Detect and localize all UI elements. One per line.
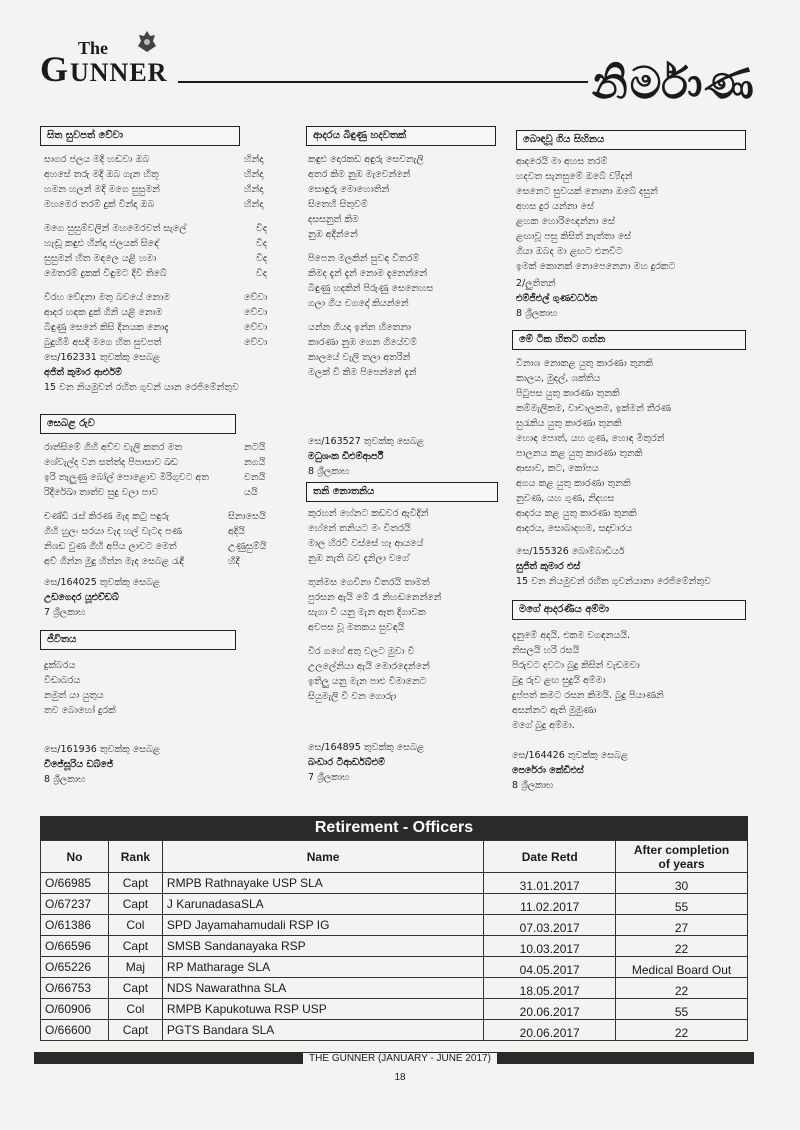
poem-body xyxy=(44,440,276,569)
table-row xyxy=(41,873,748,894)
table-header-row xyxy=(41,841,748,873)
verse-line: ඉරි තැලුණු බෝල් පොළොව මිරිගුවට අත වනයි xyxy=(44,472,266,483)
credit-number: සෙ/164895 තුවක්කු සෙබළ xyxy=(308,742,425,753)
verse-line: අගය කළ යුතු කාරණා තුනකි xyxy=(516,478,631,489)
credit-number: සෙ/161936 තුවක්කු සෙබළ xyxy=(44,744,161,755)
verse-line: සාගර ජලය මදි හඬවා ඔබ හින්දා xyxy=(44,154,264,165)
verse-line: ශේවැල්ද වන සත්ත්ද පිපාසාව ඛඩ නගයි xyxy=(44,457,266,468)
poem-body xyxy=(44,658,276,718)
verse-line: දුප්පත් කමට රසන කිමයි. බුදු පියාණනි xyxy=(512,690,664,701)
verse-line: මගෙ සුසුම්වලින් මහමෙරවත් සැලේ විද xyxy=(44,223,268,234)
cell-no: O/66600 xyxy=(41,1020,109,1041)
poem-title: සිත සුවපත් වේවා xyxy=(40,126,240,146)
cell-date: 10.03.2017 xyxy=(484,936,616,957)
cell-no: O/66985 xyxy=(41,873,109,894)
verse-line: අහස දුර යන්නා සේ xyxy=(516,201,594,212)
verse-line: මගේ බුදු අම්මා. xyxy=(512,720,575,731)
verse-line: විරහ වේදනා මතු බවයේ නොම වේවා xyxy=(44,292,268,303)
poem-title: මේ ටික හිතට ගන්න xyxy=(512,330,746,350)
verse-line: ගලා ගිය වගදෝ කියන්නේ xyxy=(308,298,409,309)
poem-body xyxy=(512,628,752,733)
cell-no: O/60906 xyxy=(41,999,109,1020)
verse-line: විනාශ නොකළ යුතු කාරණා තුනකි xyxy=(516,358,653,369)
credit-unit: 8 ශ්‍රීලකාභ xyxy=(512,780,554,791)
verse-line: නිශඩ වුණ ගිහි අපිය ලාවට මෙත් උණුසුම්යි xyxy=(44,541,267,552)
section-title: නිර්මාණ xyxy=(592,58,756,109)
verse-line: ළඟාවූ පසු කිසිත් නැත්තා සේ xyxy=(516,231,632,242)
table-row xyxy=(41,915,748,936)
verse-line: කඳුළු දොරකඩ අඳුරු සෙවනැලි xyxy=(308,154,424,165)
verse-line: විඩාබරය xyxy=(44,675,81,686)
cell-no: O/67237 xyxy=(41,894,109,915)
poem-credit xyxy=(512,748,748,793)
verse-line: වීර ගහේ අතු වලට මුවා වී xyxy=(308,646,415,657)
credit-unit: 7 ශ්‍රීලකාභ xyxy=(308,772,350,783)
poem-credit xyxy=(308,434,508,479)
credit-number: සෙ/164025 තුවක්කු සෙබළ xyxy=(44,577,161,588)
logo-g: G xyxy=(40,49,69,89)
cell-years: 55 xyxy=(616,999,748,1020)
poem-body xyxy=(516,154,752,274)
cell-rank: Capt xyxy=(108,1020,162,1041)
cell-years: Medical Board Out xyxy=(616,957,748,978)
verse-line: තව බොහෝ දුරක් xyxy=(44,705,116,716)
credit-name: එම්ජීඑල් ගුණවර්ධන xyxy=(516,293,598,304)
cell-no: O/66753 xyxy=(41,978,109,999)
cell-years: 30 xyxy=(616,873,748,894)
verse-line: මලක් වී කිම පිපෙන්නේ දැන් xyxy=(308,367,417,378)
credit-number: 2/ලුතිතන් xyxy=(516,278,556,289)
cell-no: O/66596 xyxy=(41,936,109,957)
verse-line: ඉතිලු යනු මැන පාළු විමානෙට xyxy=(308,676,427,687)
verse-line: සිතෙහි සිතුවම් xyxy=(308,199,368,210)
verse-line: පුරසන ඇයි මේ රෑ නිහඬනෙන්නේ xyxy=(308,592,442,603)
credit-unit: 8 ශ්‍රීලකාභ xyxy=(44,774,86,785)
verse-line: පිරුවට දවටා බුදු කිසින් වැඩමවා xyxy=(512,660,640,671)
verse-line: දසසනුත් කිම xyxy=(308,214,359,225)
verse-line: සැගා වී යනු මැන ඈත දිගාවක xyxy=(308,607,426,618)
retirement-table xyxy=(40,840,748,1041)
poem-body xyxy=(44,152,276,350)
cell-rank: Col xyxy=(108,999,162,1020)
verse-line: ආදරෙයි මා අහස තරම් xyxy=(516,156,608,167)
verse-line: නුඹ නැති බව දැනිලා වගේ xyxy=(308,553,409,564)
credit-name: පෙරේරා කේඩීඑස් xyxy=(512,765,584,776)
poem-body xyxy=(308,506,508,704)
cell-name: RP Matharage SLA xyxy=(162,957,483,978)
poem-title: සෙබළ රුව xyxy=(40,414,236,434)
cell-years: 22 xyxy=(616,978,748,999)
verse-line: නමුත් යා යුතුය xyxy=(44,690,104,701)
verse-line: කුරහන් හේනට කඩවර ඇවිදින් xyxy=(308,508,429,519)
table-row xyxy=(41,999,748,1020)
verse-line: අතර කිම නුඹ මැවෙන්නේ xyxy=(308,169,411,180)
verse-line: ළහක හොරිඥෙන්නා සේ xyxy=(516,216,615,227)
verse-line: සුරැකිය යුතු කාරණා තුනකි xyxy=(516,418,622,429)
verse-line: මෙතරම් දුකක් විඳුමට දිවි තිබේ විද xyxy=(44,268,268,279)
verse-line: ඉමක් කොනක් නොපෙනෙනා මහ දුරකට xyxy=(516,261,676,272)
credit-name: සුජිත් කුමාර එස් xyxy=(516,561,581,572)
verse-line: බිඳුණු සෙනේ කිසි දිනයක නොදැ වේවා xyxy=(44,322,268,333)
poem-body xyxy=(516,356,752,536)
poem-title: බොඳවූ ගිය සිහිනය xyxy=(516,130,746,150)
credit-unit: 8 ශ්‍රීලකාභ xyxy=(516,308,558,319)
verse-line: පාලනය කළ යුතු කාරණා තුනකි xyxy=(516,448,643,459)
cell-rank: Capt xyxy=(108,873,162,894)
verse-line: නුඹ අදින්නේ xyxy=(308,229,358,240)
cell-years: 55 xyxy=(616,894,748,915)
table-row xyxy=(41,957,748,978)
verse-line: උලලේනියා ඇයි මොරදෙන්නේ xyxy=(308,661,430,672)
verse-line: බුදු රුව ළඟ සුදුයි අම්මා xyxy=(512,675,606,686)
header-rule xyxy=(178,81,588,83)
verse-line: මහමෙර තරම් දුක් වින්දා ඔබ හින්දා xyxy=(44,199,264,210)
verse-line: නුවණ, යහ ගුණ, නිදහස xyxy=(516,493,615,504)
cell-years: 22 xyxy=(616,936,748,957)
table-row xyxy=(41,1020,748,1041)
cell-date: 07.03.2017 xyxy=(484,915,616,936)
verse-line: කම්මැලිකම, වාචාලකම, ඉක්මන් තීරණ xyxy=(516,403,671,414)
cell-name: RMPB Kapukotuwa RSP USP xyxy=(162,999,483,1020)
footer-publication: THE GUNNER (JANUARY - JUNE 2017) xyxy=(0,1053,800,1064)
cell-years: 27 xyxy=(616,915,748,936)
crest-icon xyxy=(136,30,158,54)
cell-name: SMSB Sandanayaka RSP xyxy=(162,936,483,957)
verse-line: ආදරය කළ යුතු කාරණා තුනකි xyxy=(516,508,637,519)
verse-line: චණ්ඩි රැස් කිරණ මැද කටු පඳුරු සිනාසෙයි xyxy=(44,511,266,522)
verse-line: කාරණා නුඹ ගෙන ගියේවම් xyxy=(308,337,417,348)
cell-rank: Capt xyxy=(108,894,162,915)
verse-line: කාලය, මුදල්, ශක්තිය xyxy=(516,373,601,384)
verse-line: මාල හිරවී වස්සේ හෑ ආයයේ xyxy=(308,538,424,549)
verse-line: ආසාව, කට, කෝපය xyxy=(516,463,599,474)
cell-date: 20.06.2017 xyxy=(484,1020,616,1041)
poem-body xyxy=(308,152,508,380)
poem-credit xyxy=(44,742,284,787)
credit-number: සෙ/162331 තුවක්කු සෙබළ xyxy=(44,352,161,363)
credit-number: සෙ/155326 බොම්බාඩියර් xyxy=(516,546,625,557)
verse-line: අහසේ තරු මදි ඔබ ගැන හිතූ හින්දා xyxy=(44,169,264,180)
cell-name: NDS Nawarathna SLA xyxy=(162,978,483,999)
page-number: 18 xyxy=(394,1072,406,1083)
poem-credit xyxy=(516,276,752,321)
cell-name: RMPB Rathnayake USP SLA xyxy=(162,873,483,894)
verse-line: අසන්නට ඇති මුමුණා xyxy=(512,705,597,716)
verse-line: ගිහි හුලං සරයා වැද හල් වැටද පණ අදියි xyxy=(44,526,245,537)
cell-date: 11.02.2017 xyxy=(484,894,616,915)
cell-date: 31.01.2017 xyxy=(484,873,616,894)
credit-unit: 7 ශ්‍රීලකාභ xyxy=(44,607,86,618)
verse-line: කිමද දැන් දැන් නොම දැනෙන්නේ xyxy=(308,268,428,279)
verse-line: සෙනෙට සුවයක් නොනා ඔබේ දසුන් xyxy=(516,186,658,197)
cell-name: PGTS Bandara SLA xyxy=(162,1020,483,1041)
credit-name: උඩගෙදර යූඑච්ඩබ් xyxy=(44,592,119,603)
cell-name: SPD Jayamahamudali RSP IG xyxy=(162,915,483,936)
logo-unner: UNNER xyxy=(70,58,168,87)
cell-rank: Capt xyxy=(108,978,162,999)
verse-line: යන්න ගියදා ඉන්න හිතෙනා xyxy=(308,322,412,333)
credit-name: විජේසූරිය ඩබ්ජේ xyxy=(44,759,114,770)
verse-line: තුන්මස ගෙවිනා විතරයි තාමත් xyxy=(308,577,430,588)
cell-no: O/61386 xyxy=(41,915,109,936)
cell-rank: Col xyxy=(108,915,162,936)
cell-no: O/65226 xyxy=(41,957,109,978)
col-header-rank: Rank xyxy=(108,841,162,873)
col-header-after: After completion of years xyxy=(616,841,748,873)
credit-unit: 8 ශ්‍රීලකාභ xyxy=(308,466,350,477)
verse-line: කාලයේ වැලි තලා අතරින් xyxy=(308,352,411,363)
verse-line: හේනේ තනියට මං විතරයි xyxy=(308,523,411,534)
verse-line: හොඳ පොත්, යහ ගුණ, හොඳ මිතුරන් xyxy=(516,433,665,444)
verse-line: සුසුමන් හිත මඳලෙ යළි හමා විද xyxy=(44,253,268,264)
cell-years: 22 xyxy=(616,1020,748,1041)
verse-line: සියුමැලි වී වන ගොරුා xyxy=(308,691,397,702)
col-header-name: Name xyxy=(162,841,483,873)
verse-line: හමන හලන් මදි මගෙ සුසුමන් හින්දා xyxy=(44,184,264,195)
verse-line: පිටුපස යුතු කාරණා තුනකි xyxy=(516,388,620,399)
verse-line: ගියා ඔබද මා ළඟට එනවිට xyxy=(516,246,623,257)
verse-line: දැනුමේ අදයි. එකම වගඳනයයි. xyxy=(512,630,631,641)
verse-line: සොඳුරු මොහොතින් xyxy=(308,184,390,195)
verse-line: රාත්සිමේ ගිහි අව්ව වැලි කතර මත නටයි xyxy=(44,442,266,453)
cell-date: 18.05.2017 xyxy=(484,978,616,999)
table-row xyxy=(41,894,748,915)
poem-title: ආදරය බිඳුණු හදවතක් xyxy=(306,126,496,146)
retirement-banner: Retirement - Officers xyxy=(40,816,748,840)
verse-line: අවපස වූ මතකය සුවඳයි xyxy=(308,622,405,633)
verse-line: පිපෙන මලකින් සුවඳ විතරම් xyxy=(308,253,420,264)
poem-title: මගේ ආදරණීය අම්මා xyxy=(512,600,746,620)
verse-line: දුක්බරය xyxy=(44,660,76,671)
credit-name: අජිත් කුමාර ආර්එම් xyxy=(44,367,122,378)
verse-line: ආදර හඳක දුක් ගිනි යළි නොම වේවා xyxy=(44,307,268,318)
verse-line: හැඬූ කඳුළු හින්දා ජලයක් සිඳේ විද xyxy=(44,238,268,249)
verse-line: නිසලයි හරි රසයි xyxy=(512,645,580,656)
verse-line: බිඳුණු හදකින් පිරුණු සෙනෙහස xyxy=(308,283,434,294)
cell-date: 20.06.2017 xyxy=(484,999,616,1020)
poem-credit xyxy=(44,575,284,620)
cell-rank: Capt xyxy=(108,936,162,957)
cell-rank: Maj xyxy=(108,957,162,978)
credit-name: මධුශංක ඩීඑම්ආර්පී xyxy=(308,451,384,462)
credit-name: බංඩාර ටීආර්ඩබ්එම් xyxy=(308,757,385,768)
verse-line: බුදුහිමි අසදි මගෙ හිත සුවපත් වේවා xyxy=(44,337,268,348)
col-header-no: No xyxy=(41,841,109,873)
verse-line: ආදරය, සොබාදහම, සදාචාරය xyxy=(516,523,633,534)
verse-line: අව් ගින්න මුදු හිත්න මැද සෙබළ රැඳී හිදී xyxy=(44,556,240,567)
poem-title: ජීවිතය xyxy=(40,630,236,650)
logo-the: The xyxy=(78,38,109,58)
verse-line: රිදීරේඛා තාත්ව සුදු වලා පාව යයි xyxy=(44,487,258,498)
credit-unit: 15 වන නියමුවන් රහිත ගුවන් යාන රෙජිමේන්තුව xyxy=(44,382,239,393)
poem-credit xyxy=(308,740,508,785)
cell-date: 04.05.2017 xyxy=(484,957,616,978)
table-row xyxy=(41,978,748,999)
credit-number: සෙ/163527 තුවක්කු සෙබළ xyxy=(308,436,425,447)
poem-credit xyxy=(44,350,284,395)
poem-credit xyxy=(516,544,752,589)
table-row xyxy=(41,936,748,957)
verse-line: හදවත සැනසුමේ ඔබේ ව්‍යීදන් xyxy=(516,171,633,182)
col-header-date: Date Retd xyxy=(484,841,616,873)
credit-number: සෙ/164426 තුවක්කු සෙබළ xyxy=(512,750,629,761)
credit-unit: 15 වන නියමුවන් රහිත ගුවන්යානා රෙජිමේන්තුව xyxy=(516,576,711,587)
poem-title: තනි නොතනිය xyxy=(306,482,498,502)
cell-name: J KarunadasaSLA xyxy=(162,894,483,915)
